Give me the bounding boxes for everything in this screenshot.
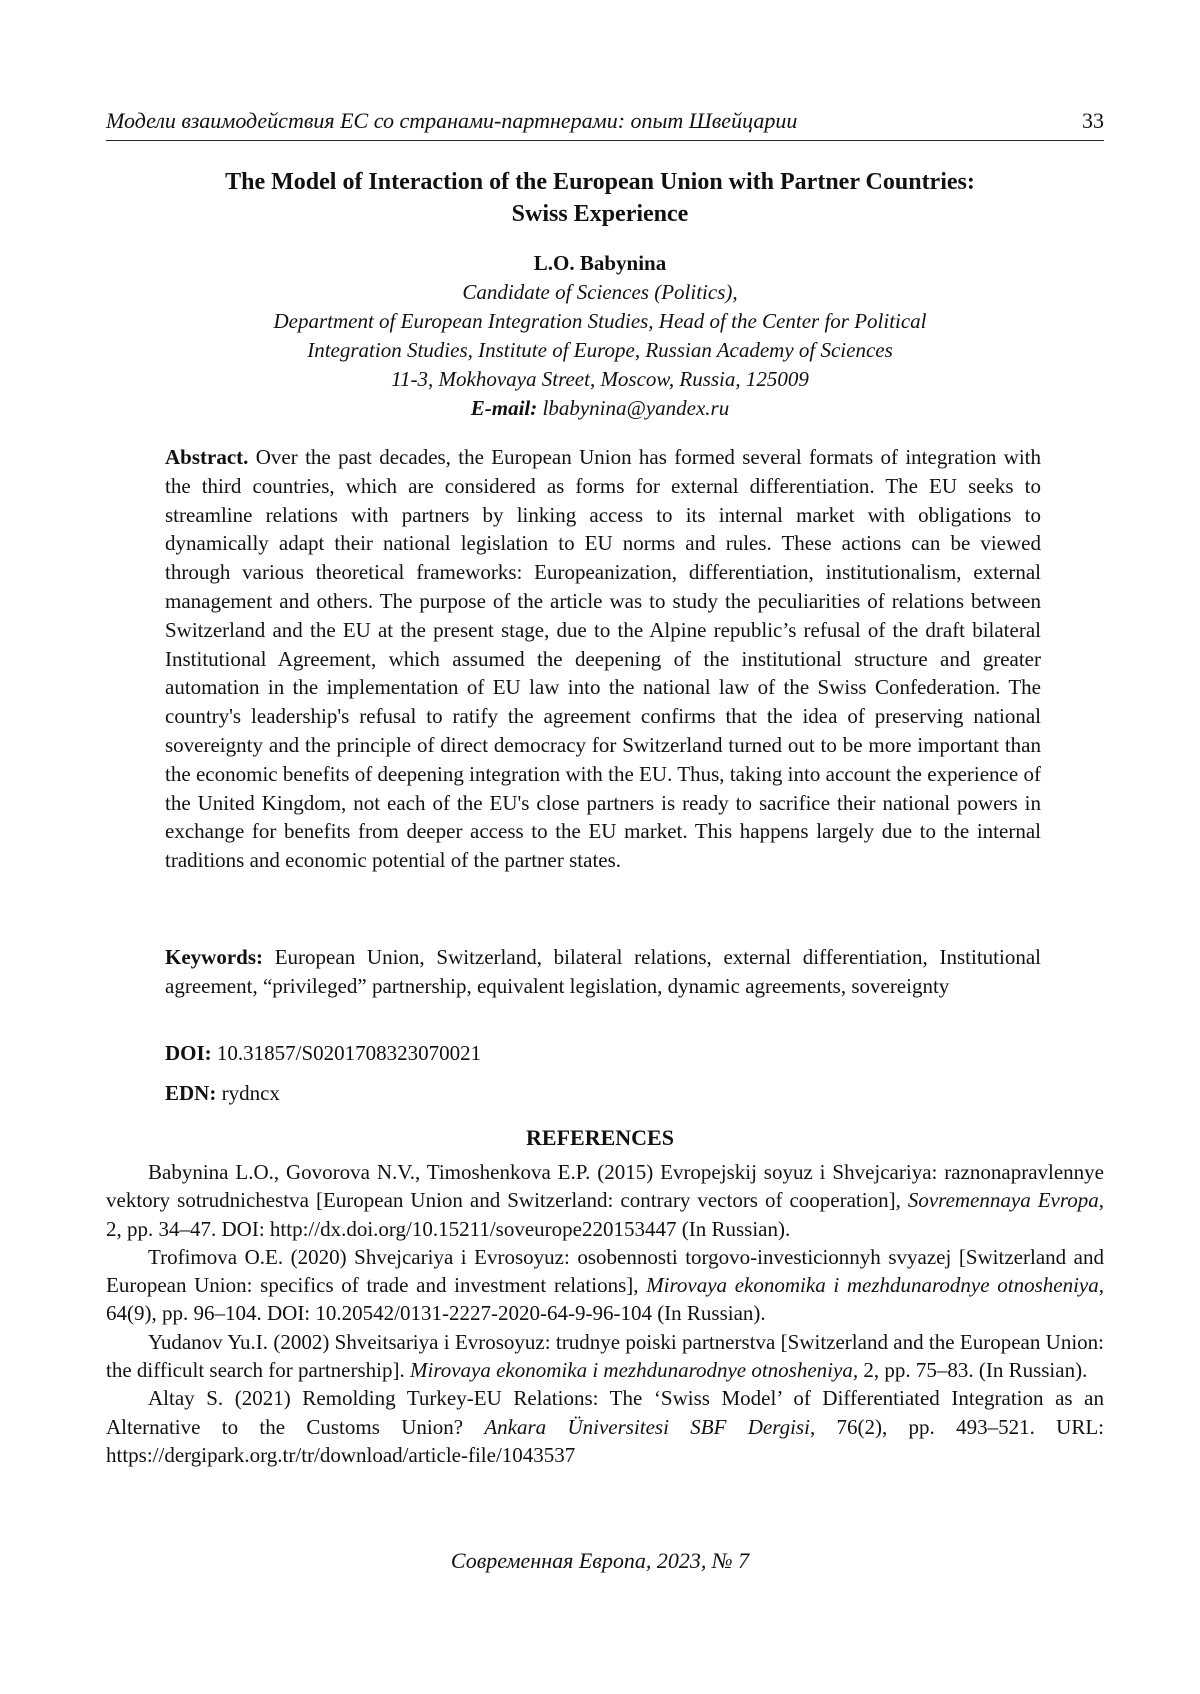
references-heading: REFERENCES — [526, 1125, 674, 1150]
edn-value: rydncx — [221, 1081, 280, 1105]
abstract-label: Abstract. — [165, 445, 249, 469]
author-degree: Candidate of Sciences (Politics), — [462, 280, 738, 304]
reference-item: Babynina L.O., Govorova N.V., Timoshenkova E.P. (2015) Evropejskij soyuz i Shvejcariya: raznonapravlennye vektory sotrudnichestva [European Union and Switzerland: contrary vectors of cooperation], Sovremennaya Evropa, 2, pp. 34–47. DOI: http://dx.doi.org/10.15211/soveurope220153447 (In Russian). — [106, 1160, 1104, 1241]
doi-label: DOI: — [165, 1041, 212, 1065]
reference-item: Yudanov Yu.I. (2002) Shveitsariya i Evrosoyuz: trudnye poiski partnerstva [Switzerland and the European Union: the difficult search for partnership]. Mirovaya ekonomika i mezhdunarodnye otnosheniya, 2, pp. 75–83. (In Russian). — [106, 1329, 1104, 1383]
journal-footer: Современная Европа, 2023, № 7 — [450, 1548, 750, 1573]
running-title: Модели взаимодействия ЕС со странами-партнерами: опыт Швейцарии — [106, 108, 798, 133]
author-name: L.O. Babynina — [533, 251, 667, 275]
author-address: 11-3, Mokhovaya Street, Moscow, Russia, 125009 — [391, 367, 809, 391]
references-list — [106, 1158, 1104, 1469]
article-title-line-1: The Model of Interaction of the European Union with Partner Countries: — [225, 169, 975, 195]
edn — [165, 1079, 1041, 1108]
author-affiliation-line-1: Department of European Integration Studies, Head of the Center for Political — [273, 309, 927, 333]
article-title — [150, 166, 1050, 230]
keywords-label: Keywords: — [165, 945, 263, 969]
abstract — [165, 443, 1041, 875]
author-email-line — [150, 394, 1050, 423]
author-email: lbabynina@yandex.ru — [542, 396, 730, 420]
running-header — [106, 108, 1104, 141]
keywords — [165, 943, 1041, 1001]
email-label: E-mail: — [470, 396, 538, 420]
doi-value: 10.31857/S0201708323070021 — [216, 1041, 482, 1065]
abstract-text: Over the past decades, the European Union has formed several formats of integration with the third countries, which are considered as forms for external differentiation. The EU seeks to streamline relations with partners by linking access to its internal market with obligations to dynamically adapt their national legislation to EU norms and rules. These actions can be viewed through various theoretical frameworks: Europeanization, differentiation, institutionalism, external management and others. The purpose of the article was to study the peculiarities of relations between Switzerland and the EU at the present stage, due to the Alpine republic’s refusal of the draft bilateral Institutional Agreement, which assumed the deepening of the institutional structure and greater automation in the implementation of EU law into the national law of the Swiss Confederation. The country's leadership's refusal to ratify the agreement confirms that the idea of preserving national sovereignty and the principle of direct democracy for Switzerland turned out to be more important than the economic benefits of deepening integration with the EU. Thus, taking into account the experience of the United Kingdom, not each of the EU's close partners is ready to sacrifice their national powers in exchange for benefits from deeper access to the EU market. This happens largely due to the internal traditions and economic potential of the partner states. — [165, 445, 1041, 873]
keywords-text: European Union, Switzerland, bilateral relations, external differentiation, Institutional agreement, “privileged” partnership, equivalent legislation, dynamic agreements, sovereignty — [165, 945, 1042, 998]
edn-label: EDN: — [165, 1081, 217, 1105]
page-number: 33 — [1082, 108, 1104, 133]
reference-item: Altay S. (2021) Remolding Turkey-EU Relations: The ‘Swiss Model’ of Differentiated Integration as an Alternative to the Customs Union? Ankara Üniversitesi SBF Dergisi, 76(2), pp. 493–521. URL: https://dergipark.org.tr/tr/download/article-file/1043537 — [106, 1386, 1104, 1467]
reference-item: Trofimova O.E. (2020) Shvejcariya i Evrosoyuz: osobennosti torgovo-investicionnyh svyazej [Switzerland and European Union: specifics of trade and investment relations], Mirovaya ekonomika i mezhdunarodnye otnosheniya, 64(9), pp. 96–104. DOI: 10.20542/0131-2227-2020-64-9-96-104 (In Russian). — [106, 1244, 1104, 1326]
doi — [165, 1039, 1041, 1068]
author-block — [150, 249, 1050, 423]
article-title-line-2: Swiss Experience — [511, 201, 689, 227]
author-affiliation-line-2: Integration Studies, Institute of Europe, Russian Academy of Sciences — [307, 338, 893, 362]
